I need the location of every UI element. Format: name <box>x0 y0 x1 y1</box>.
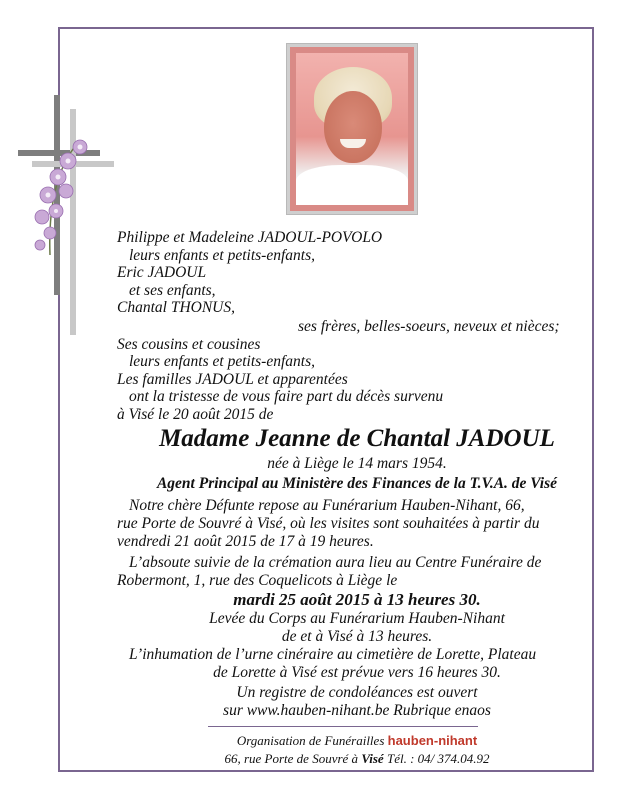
details-line-2: rue Porte de Souvré à Visé, où les visites sont souhaitées à partir du <box>117 515 540 532</box>
footer-org-label: Organisation de Funérailles <box>236 733 385 748</box>
family-line-10: ont la tristesse de vous faire part du décès survenu <box>129 388 444 405</box>
family-line-2: leurs enfants et petits-enfants, <box>129 247 315 264</box>
details-line-9: L’inhumation de l’urne cinéraire au cimetière de Lorette, Plateau <box>129 646 537 663</box>
website-line[interactable]: sur www.hauben-nihant.be Rubrique enaos <box>223 702 491 719</box>
footer-address-street: 66, rue Porte de Souvré à <box>224 751 359 766</box>
family-line-3: Eric JADOUL <box>117 264 207 281</box>
details-line-8: de et à Visé à 13 heures. <box>281 628 433 645</box>
footer-address-city: Visé <box>361 751 384 766</box>
footer-organisation <box>117 733 597 749</box>
deceased-name: Madame Jeanne de Chantal JADOUL <box>159 425 555 452</box>
family-line-6: ses frères, belles-soeurs, neveux et nièces; <box>298 318 560 335</box>
brand-logo-text: hauben-nihant <box>387 733 478 748</box>
family-line-7: Ses cousins et cousines <box>117 336 261 353</box>
details-line-3: vendredi 21 août 2015 de 17 à 19 heures. <box>117 533 374 550</box>
separator <box>208 726 478 727</box>
family-line-4: et ses enfants, <box>129 282 216 299</box>
family-line-11: à Visé le 20 août 2015 de <box>117 406 274 423</box>
family-line-9: Les familles JADOUL et apparentées <box>117 371 348 388</box>
footer-phone: Tél. : 04/ 374.04.92 <box>386 751 490 766</box>
footer-address <box>117 751 597 767</box>
details-line-4: L’absoute suivie de la crémation aura lieu au Centre Funéraire de <box>129 554 542 571</box>
occupation-line: Agent Principal au Ministère des Finances de la T.V.A. de Visé <box>156 475 558 492</box>
family-line-1: Philippe et Madeleine JADOUL-POVOLO <box>117 229 383 246</box>
family-line-5: Chantal THONUS, <box>117 299 235 316</box>
family-line-8: leurs enfants et petits-enfants, <box>129 353 315 370</box>
details-line-1: Notre chère Défunte repose au Funérarium Hauben-Nihant, 66, <box>129 497 525 514</box>
ceremony-date: mardi 25 août 2015 à 13 heures 30. <box>233 590 481 609</box>
details-line-11: Un registre de condoléances est ouvert <box>236 684 478 701</box>
details-line-5: Robermont, 1, rue des Coquelicots à Liège le <box>117 572 398 589</box>
portrait-photo <box>287 44 417 214</box>
birth-line: née à Liège le 14 mars 1954. <box>267 455 447 472</box>
details-line-10: de Lorette à Visé est prévue vers 16 heures 30. <box>213 664 501 681</box>
details-line-7: Levée du Corps au Funérarium Hauben-Nihant <box>209 610 505 627</box>
cross-with-orchid-icon <box>18 95 118 335</box>
